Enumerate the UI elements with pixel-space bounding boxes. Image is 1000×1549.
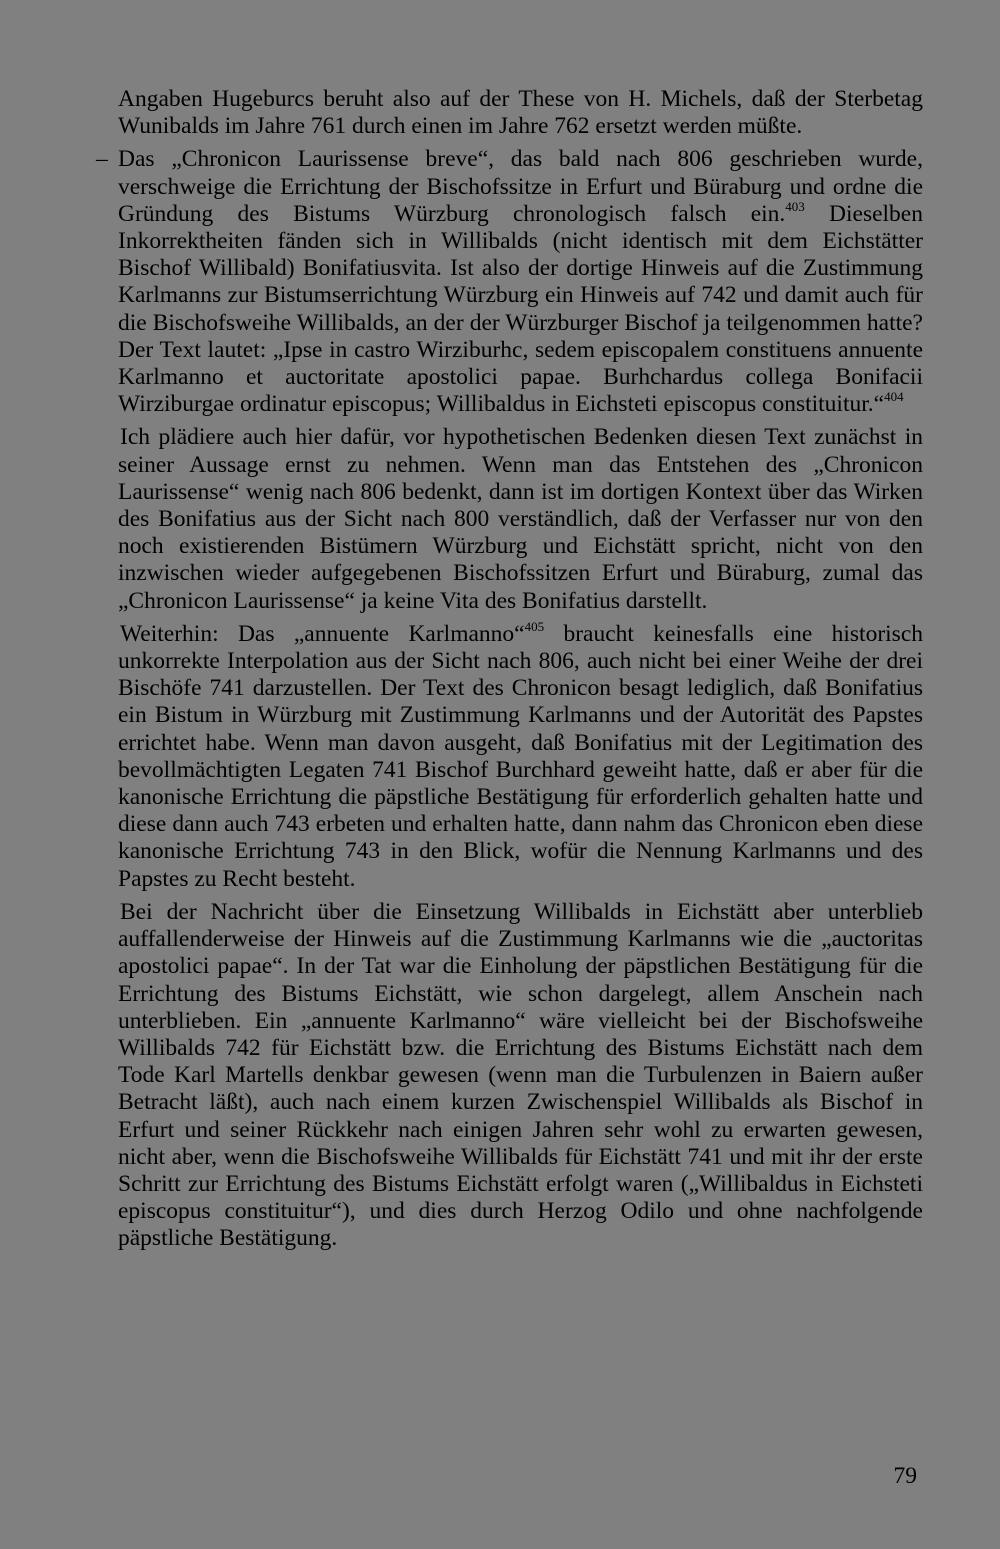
paragraph-2-text-b: Dieselben Inkorrektheiten fänden sich in Willibalds (nicht identisch mit dem Eichstätter Bischof Willibald) Bonifatiusvita. Ist also der dortige Hinweis auf die Zustimmung Karlmanns zur Bistumserrichtung Würzburg ein Hinweis auf 742 und damit auch für die Bischofsweihe Willibalds, an der der Würzburger Bischof ja teilgenommen hatte? Der Text lautet: „Ipse in castro Wirziburhc, sedem episcopalem constituens annuente Karlmanno et auctoritate apostolici papae. Burhchardus collega Bonifacii Wirziburgae ordinatur episcopus; Willibaldus in Eichsteti episcopus constituitur.“	[118, 200, 923, 418]
paragraph-4	[118, 618, 924, 893]
page-number: 79	[893, 1463, 917, 1489]
footnote-ref-403[interactable]: 403	[785, 198, 805, 214]
paragraph-3: Ich plädiere auch hier dafür, vor hypothetischen Bedenken diesen Text zunächst in seiner Aussage ernst zu nehmen. Wenn man das Entstehen des „Chronicon Laurissense“ wenig nach 806 bedenkt, dann ist im dortigen Kontext über das Wirken des Bonifatius aus der Sicht nach 800 verständlich, daß der Verfasser nur von den noch existierenden Bistümern Würzburg und Eichstätt spricht, nicht von den inzwischen wieder aufgegebenen Bischofssitzen Erfurt und Büraburg, zumal das „Chronicon Laurissense“ ja keine Vita des Bonifatius darstellt.	[118, 424, 923, 614]
paragraph-4-text-b: braucht keinesfalls eine historisch unkorrekte Interpolation aus der Sicht nach 806, auch nicht bei einer Weihe der drei Bischöfe 741 darzustellen. Der Text des Chronicon besagt lediglich, daß Bonifatius ein Bistum in Würzburg mit Zustimmung Karlmanns und der Autorität des Papstes errichtet habe. Wenn man davon ausgeht, daß Bonifatius mit der Legitimation des bevollmächtigten Legaten 741 Bischof Burchhard geweiht hatte, daß er aber für die kanonische Errichtung die päpstliche Bestätigung für erforderlich gehalten hatte und diese dann auch 743 erbeten und erhalten hatte, dann nahm das Chronicon eben diese kanonische Errichtung 743 in den Blick, wofür die Nennung Karlmanns und des Papstes zu Recht besteht.	[118, 620, 924, 892]
paragraph-4-text-a: Weiterhin: Das „annuente Karlmanno“	[120, 620, 525, 647]
page-body	[96, 86, 924, 1253]
paragraph-2-text-a: Das „Chronicon Laurissense breve“, das bald nach 806 geschrieben wurde, verschweige die Errichtung der Bischofssitze in Erfurt und Büraburg und ordne die Gründung des Bistums Würzburg chronologisch falsch ein.	[118, 146, 923, 227]
footnote-ref-405[interactable]: 405	[524, 618, 545, 634]
dash-bullet: –	[96, 146, 108, 173]
paragraph-5: Bei der Nachricht über die Einsetzung Willibalds in Eichstätt aber unterblieb auffallenderweise der Hinweis auf die Zustimmung Karlmanns wie die „auctoritas apostolici papae“. In der Tat war die Einholung der päpstlichen Bestätigung für die Errichtung des Bistums Eichstätt, wie schon dargelegt, allem Anschein nach unterblieben. Ein „annuente Karlmanno“ wäre vielleicht bei der Bischofsweihe Willibalds 742 für Eichstätt bzw. die Errichtung des Bistums Eichstätt nach dem Tode Karl Martells denkbar gewesen (wenn man die Turbulenzen in Baiern außer Betracht läßt), auch nach einem kurzen Zwischenspiel Willibalds als Bischof in Erfurt und seiner Rückkehr nach einigen Jahren sehr wohl zu erwarten gewesen, nicht aber, wenn die Bischofsweihe Willibalds für Eichstätt 741 und mit ihr der erste Schritt zur Errichtung des Bistums Eichstätt erfolgt waren („Willibaldus in Eichsteti episcopus constituitur“), und dies durch Herzog Odilo und ohne nachfolgende päpstliche Bestätigung.	[118, 898, 923, 1252]
paragraph-1: Angaben Hugeburcs beruht also auf der These von H. Michels, daß der Sterbetag Wunibalds im Jahre 761 durch einen im Jahre 762 ersetzt werden müßte.	[118, 86, 923, 140]
footnote-ref-404[interactable]: 404	[884, 389, 904, 405]
paragraph-2-dash-item	[96, 146, 923, 418]
